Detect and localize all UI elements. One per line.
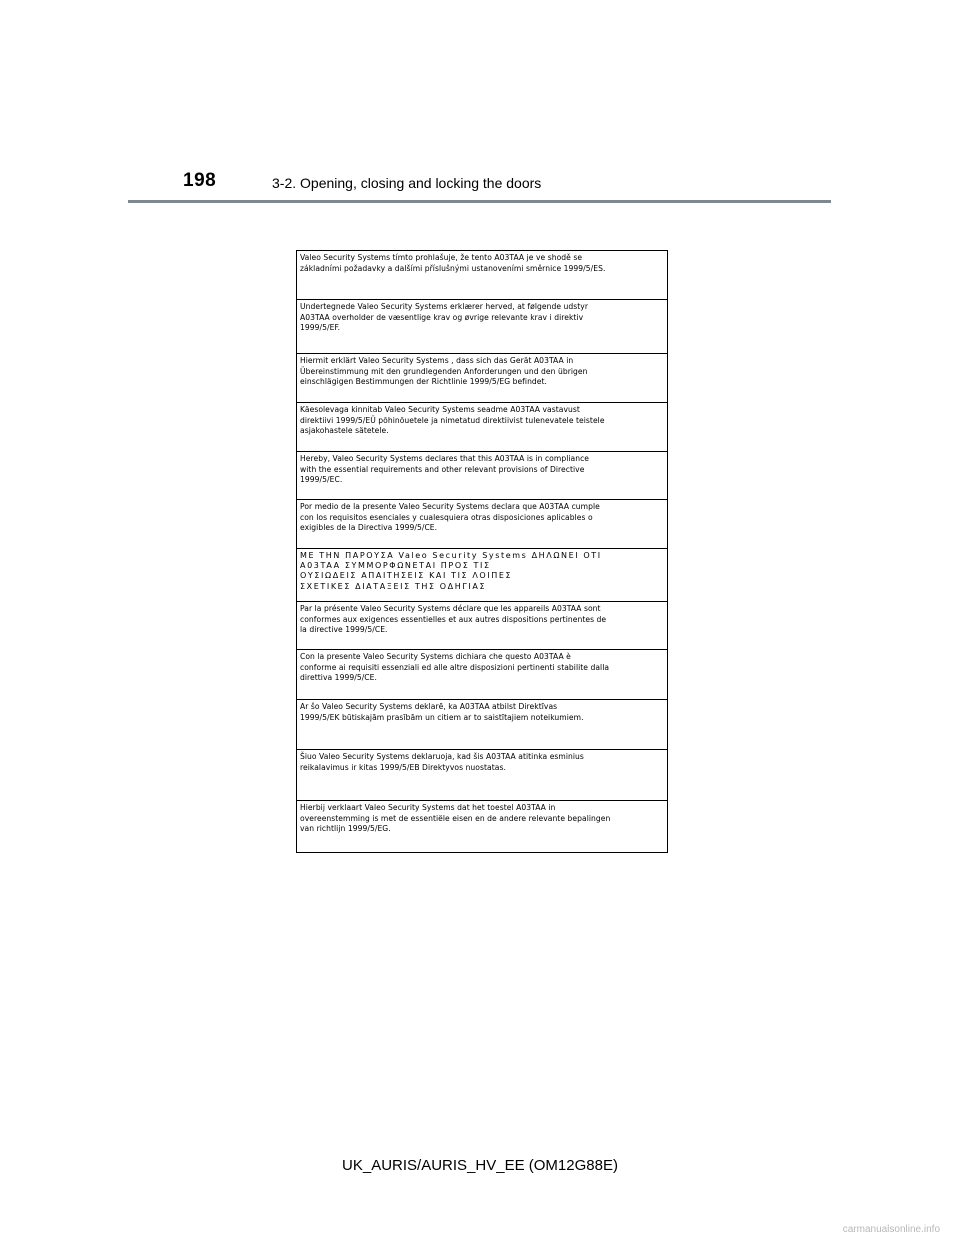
declaration-table <box>296 250 668 853</box>
footer-model-code: UK_AURIS/AURIS_HV_EE (OM12G88E) <box>342 1157 618 1174</box>
declaration-italian: Con la presente Valeo Security Systems dichiara che questo A03TAA è conforme ai requisiti essenziali ed alle altre disposizioni pertinenti stabilite dalla direttiva 1999/5/CE. <box>297 650 667 700</box>
declaration-french: Par la présente Valeo Security Systems déclare que les appareils A03TAA sont conformes aux exigences essentielles et aux autres dispositions pertinentes de la directive 1999/5/CE. <box>297 602 667 650</box>
page-number: 198 <box>183 170 217 191</box>
declaration-latvian: Ar šo Valeo Security Systems deklarē, ka A03TAA atbilst Direktīvas 1999/5/EK būtiskajām prasībām un citiem ar to saistītajiem noteikumiem. <box>297 700 667 750</box>
declaration-estonian: Käesolevaga kinnitab Valeo Security Systems seadme A03TAA vastavust direktiivi 1999/5/EÜ põhinõuetele ja nimetatud direktiivist tulenevatele teistele asjakohastele sätetele. <box>297 403 667 452</box>
declaration-danish: Undertegnede Valeo Security Systems erklærer herved, at følgende udstyr A03TAA overholder de væsentlige krav og øvrige relevante krav i direktiv 1999/5/EF. <box>297 300 667 354</box>
declaration-czech: Valeo Security Systems tímto prohlašuje, že tento A03TAA je ve shodě se základními požadavky a dalšími příslušnými ustanoveními směrnice 1999/5/ES. <box>297 251 667 300</box>
declaration-spanish: Por medio de la presente Valeo Security Systems declara que A03TAA cumple con los requisitos esenciales y cualesquiera otras disposiciones aplicables o exigibles de la Directiva 1999/5/CE. <box>297 500 667 549</box>
header-rule <box>128 200 831 203</box>
declaration-german: Hiermit erklärt Valeo Security Systems , dass sich das Gerät A03TAA in Übereinstimmung mit den grundlegenden Anforderungen und den übrigen einschlägigen Bestimmungen der Richtlinie 1999/5/EG befindet. <box>297 354 667 403</box>
declaration-lithuanian: Šiuo Valeo Security Systems deklaruoja, kad šis A03TAA atitinka esminius reikalavimus ir kitas 1999/5/EB Direktyvos nuostatas. <box>297 750 667 801</box>
section-title: 3-2. Opening, closing and locking the doors <box>272 175 542 191</box>
watermark: carmanualsonline.info <box>842 1224 940 1235</box>
declaration-dutch: Hierbij verklaart Valeo Security Systems dat het toestel A03TAA in overeenstemming is met de essentiële eisen en de andere relevante bepalingen van richtlijn 1999/5/EG. <box>300 803 611 834</box>
declaration-english: Hereby, Valeo Security Systems declares that this A03TAA is in compliance with the essential requirements and other relevant provisions of Directive 1999/5/EC. <box>297 452 667 500</box>
declaration-greek: ΜΕ ΤΗΝ ΠΑΡΟΥΣΑ Valeo Security Systems ΔΗΛΩΝΕΙ ΟΤΙ A03TAA ΣΥΜΜΟΡΦΩΝΕΤΑΙ ΠΡΟΣ ΤΙΣ ΟΥΣΙΩΔΕΙΣ ΑΠΑΙΤΗΣΕΙΣ ΚΑΙ ΤΙΣ ΛΟΙΠΕΣ ΣΧΕΤΙΚΕΣ ΔΙΑΤΑΞΕΙΣ ΤΗΣ ΟΔΗΓΙΑΣ <box>297 549 667 602</box>
